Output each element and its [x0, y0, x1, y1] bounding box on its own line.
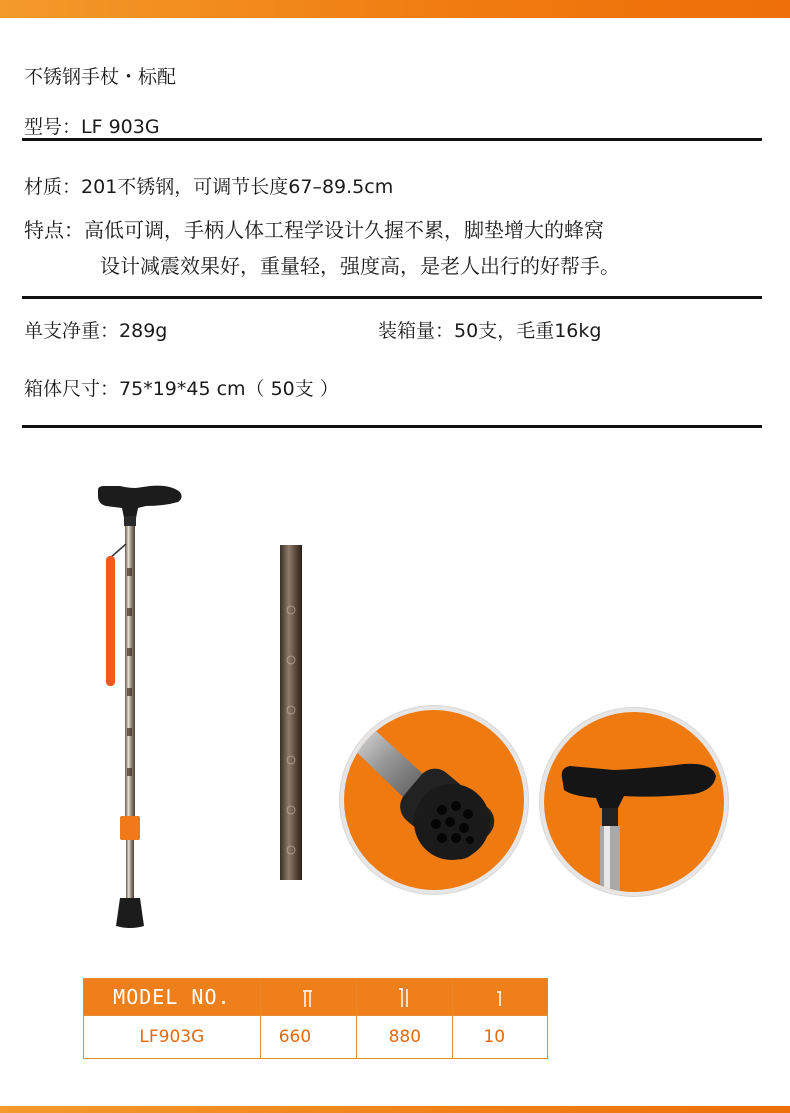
box-size-value: 75*19*45 cm（ 50支 ） [119, 378, 339, 400]
header-min-height [260, 979, 356, 1016]
header-model-no: MODEL NO. [84, 979, 261, 1016]
feature-line-2: 设计减震效果好，重量轻，强度高，是老人出行的好帮手。 [100, 254, 620, 278]
feature-label: 特点： [24, 218, 84, 242]
table-row [84, 1016, 548, 1059]
model-label: 型号： [24, 116, 82, 138]
net-weight-value: 289g [119, 320, 168, 342]
adjust-levels-icon [494, 990, 506, 1008]
max-height-icon [397, 987, 413, 1009]
net-weight-label: 单支净重： [24, 320, 120, 342]
header-max-height [357, 979, 453, 1016]
model-value: LF 903G [81, 116, 160, 138]
cane-full-image [80, 478, 200, 938]
product-title: 不锈钢手杖・标配 [24, 66, 177, 88]
material-label: 材质： [24, 176, 82, 198]
box-qty-label: 装箱量： [378, 320, 455, 342]
box-size-label: 箱体尺寸： [24, 378, 120, 400]
header-adjust-levels [453, 979, 548, 1016]
divider-1 [22, 138, 762, 141]
cell-levels: 10 [453, 1016, 548, 1059]
spec-table [83, 978, 548, 1059]
cell-min-height: 660 [260, 1016, 356, 1059]
model-line [24, 112, 160, 139]
spec-table-header [84, 979, 548, 1016]
box-size-line [24, 374, 339, 401]
box-qty-value: 50支，毛重16kg [454, 320, 602, 342]
cell-max-height: 880 [357, 1016, 453, 1059]
top-accent-bar [0, 0, 790, 18]
material-line [24, 172, 393, 199]
feature-text-1: 高低可调，手柄人体工程学设计久握不累，脚垫增大的蜂窝 [84, 218, 604, 242]
box-qty-line [378, 316, 601, 343]
min-height-icon [301, 989, 315, 1009]
divider-2 [22, 296, 762, 299]
cane-shaft-detail-image [270, 540, 310, 885]
cell-model: LF903G [84, 1016, 261, 1059]
bottom-accent-bar [0, 1106, 790, 1113]
tip-closeup-image [340, 706, 528, 894]
handle-closeup-image [540, 708, 728, 896]
material-value: 201不锈钢，可调节长度67–89.5cm [81, 176, 394, 198]
net-weight-line [24, 316, 167, 343]
divider-3 [22, 425, 762, 428]
feature-line-1 [24, 214, 604, 243]
